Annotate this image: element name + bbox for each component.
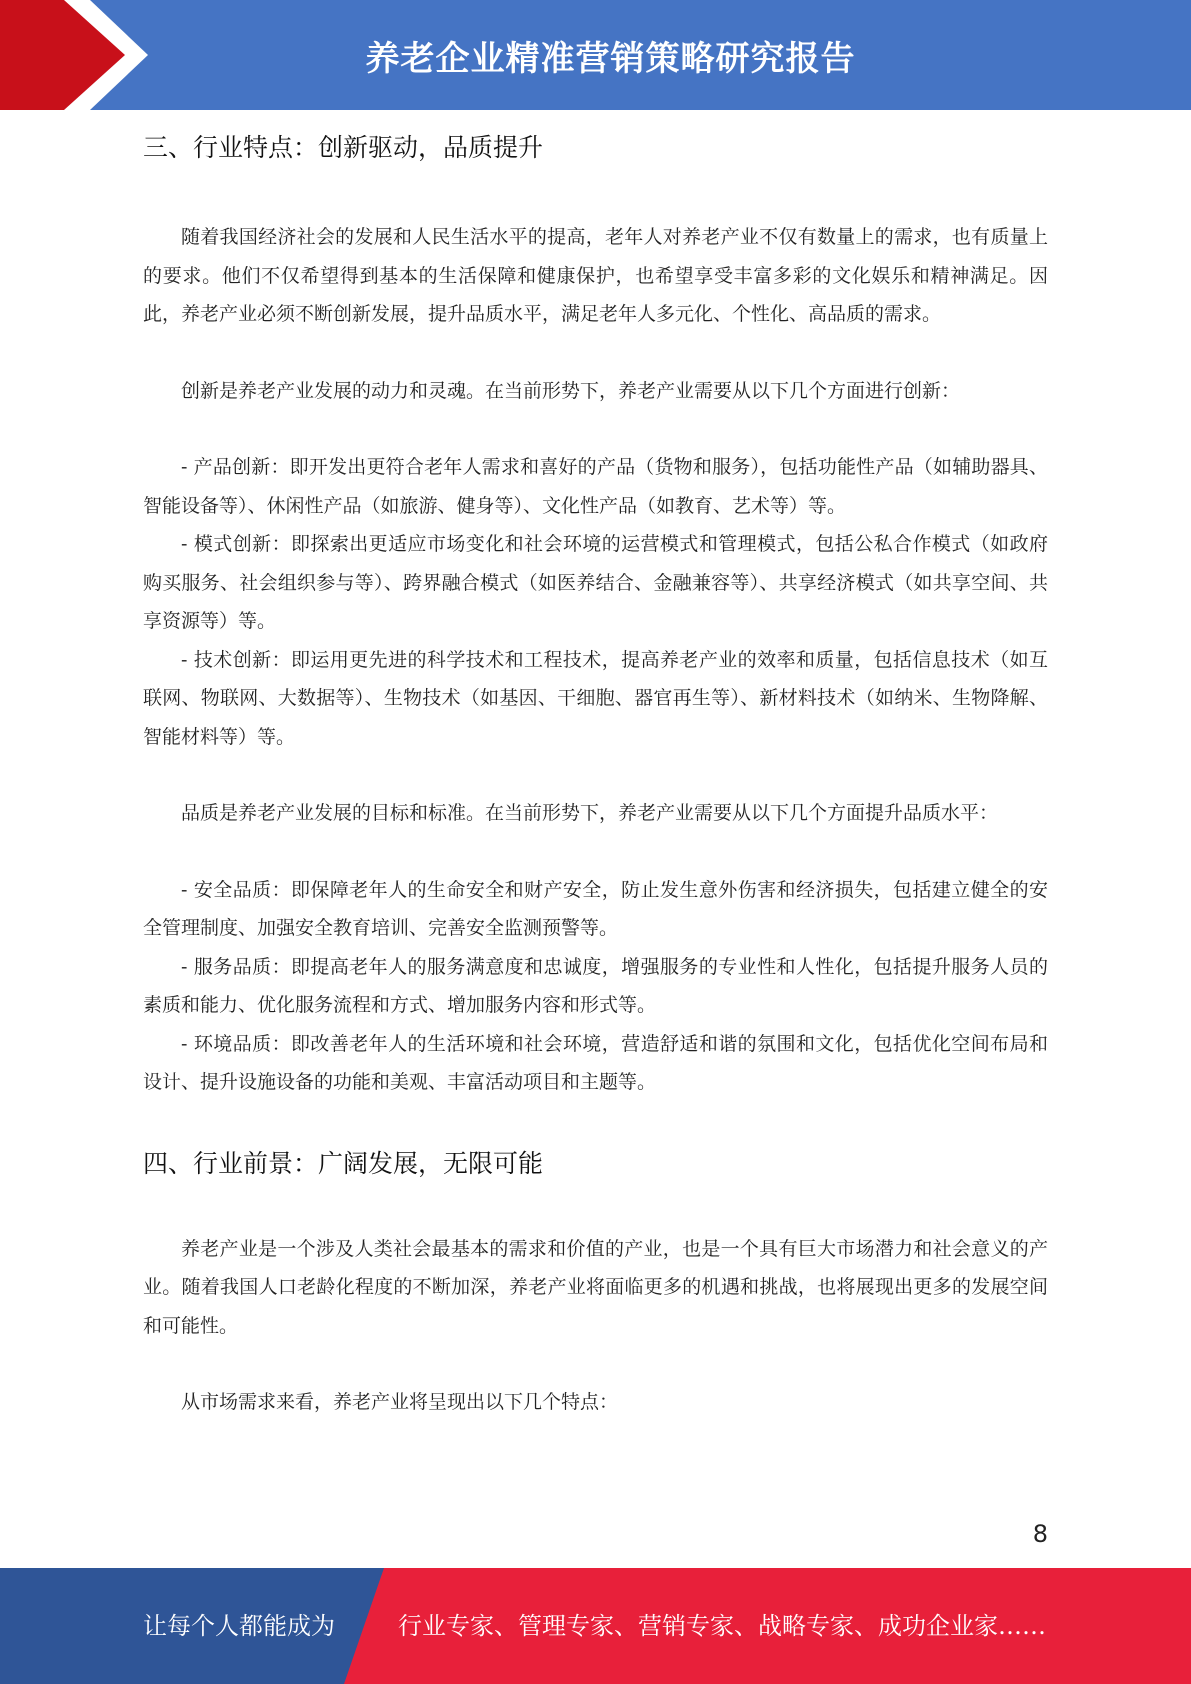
list-item: - 安全品质：即保障老年人的生命安全和财产安全，防止发生意外伤害和经济损失，包括建立健全的安全管理制度、加强安全教育培训、完善安全监测预警等。 (143, 878, 1048, 939)
header-title: 养老企业精准营销策略研究报告 (365, 38, 856, 79)
list-item: - 产品创新：即开发出更符合老年人需求和喜好的产品（货物和服务），包括功能性产品（如辅助器具、智能设备等）、休闲性产品（如旅游、健身等）、文化性产品（如教育、艺术等）等。 (143, 456, 1048, 517)
page-content (143, 118, 1048, 1422)
paragraph: 从市场需求来看，养老产业将呈现出以下几个特点： (181, 1391, 619, 1413)
page-footer (0, 1568, 1191, 1684)
footer-slogan-right: 行业专家、管理专家、营销专家、战略专家、成功企业家…… (398, 1612, 1046, 1640)
page-header (0, 0, 1191, 110)
page-number: 8 (1032, 1520, 1048, 1548)
footer-slogan-left: 让每个人都能成为 (143, 1612, 335, 1640)
list-item: - 服务品质：即提高老年人的服务满意度和忠诚度，增强服务的专业性和人性化，包括提升服务人员的素质和能力、优化服务流程和方式、增加服务内容和形式等。 (143, 955, 1048, 1016)
list-item: - 环境品质：即改善老年人的生活环境和社会环境，营造舒适和谐的氛围和文化，包括优化空间布局和设计、提升设施设备的功能和美观、丰富活动项目和主题等。 (143, 1032, 1048, 1093)
section-heading: 三、行业特点：创新驱动，品质提升 (143, 133, 544, 162)
paragraph: 品质是养老产业发展的目标和标准。在当前形势下，养老产业需要从以下几个方面提升品质水平： (181, 802, 999, 824)
section-heading: 四、行业前景：广阔发展，无限可能 (143, 1148, 544, 1178)
paragraph: 养老产业是一个涉及人类社会最基本的需求和价值的产业，也是一个具有巨大市场潜力和社会意义的产业。随着我国人口老龄化程度的不断加深，养老产业将面临更多的机遇和挑战，也将展现出更多的发展空间和可能性。 (143, 1237, 1048, 1337)
paragraph: 随着我国经济社会的发展和人民生活水平的提高，老年人对养老产业不仅有数量上的需求，也有质量上的要求。他们不仅希望得到基本的生活保障和健康保护，也希望享受丰富多彩的文化娱乐和精神满足。因此，养老产业必须不断创新发展，提升品质水平，满足老年人多元化、个性化、高品质的需求。 (143, 226, 1048, 325)
list-item: - 模式创新：即探索出更适应市场变化和社会环境的运营模式和管理模式，包括公私合作模式（如政府购买服务、社会组织参与等）、跨界融合模式（如医养结合、金融兼容等）、共享经济模式（如共享空间、共享资源等）等。 (143, 533, 1048, 632)
list-item: - 技术创新：即运用更先进的科学技术和工程技术，提高养老产业的效率和质量，包括信息技术（如互联网、物联网、大数据等）、生物技术（如基因、干细胞、器官再生等）、新材料技术（如纳米、生物降解、智能材料等）等。 (143, 648, 1048, 748)
paragraph: 创新是养老产业发展的动力和灵魂。在当前形势下，养老产业需要从以下几个方面进行创新： (181, 379, 961, 402)
